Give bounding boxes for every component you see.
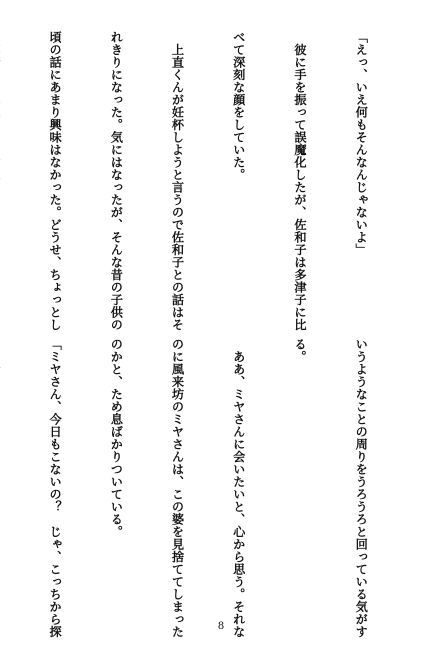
text-line: 頃の話にあまり興味はなかった。どうせ、ちょっとし [48,31,63,331]
text-line: 「えっ、いえ何もそんなんじゃないよ」 [354,31,369,256]
text-line: 「ミヤさん、今日もこないの？ じゃ、こっちから探 [48,338,63,638]
lower-text-block [22,338,412,638]
text-line: いうようなことの周りをうろうろと回っている気がす [354,338,369,638]
text-line: れきりになった。気にはなったが、そんな昔の子供の [109,31,124,331]
text-line: のに風来坊のミヤさんは、この婆を見捨ててしまった [170,338,185,638]
text-line [0,338,4,610]
text-line: ああ、ミヤさんに会いたいと、心から思う。それな [231,338,246,638]
text-line: 彼に手を振って誤魔化したが、佐和子は多津子に比 [292,31,307,331]
page-number: 8 [218,618,224,632]
text-line [0,31,4,303]
upper-text-block [22,31,412,331]
text-line: べて深刻な顔をしていた。 [231,31,246,181]
text-line: る。 [292,338,307,363]
text-line: 上直くんが妊杯しようと言うので佐和子との話はそ [170,31,185,331]
text-line: のかと、ため息ばかりついている。 [109,338,124,538]
